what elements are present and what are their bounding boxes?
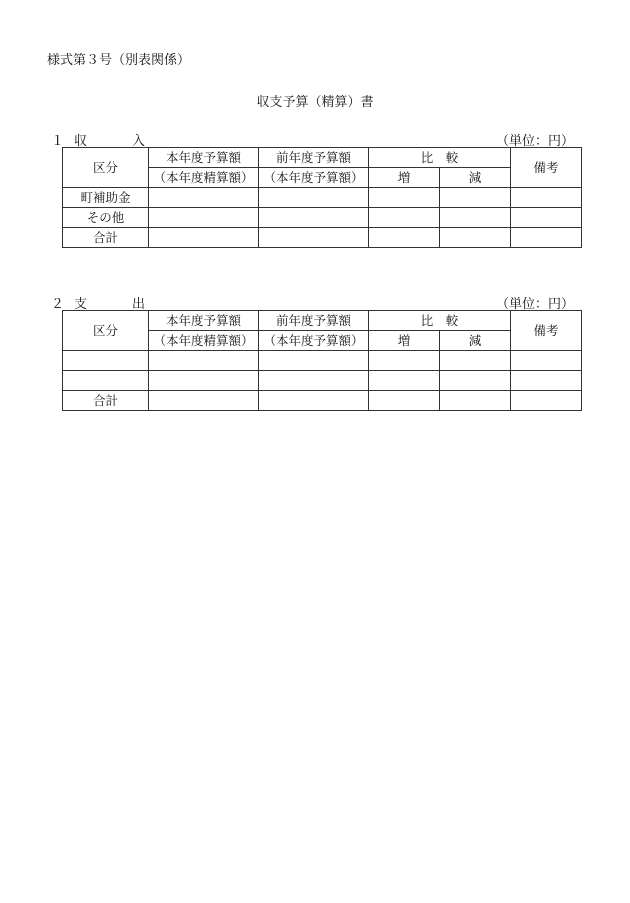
row-label-total: 合計 [63,391,149,411]
cell-remarks[interactable] [511,351,582,371]
income-unit-label: （単位：円） [495,134,574,149]
table-row [63,351,582,371]
row-label-total: 合計 [63,228,149,248]
cell-previous[interactable] [259,391,369,411]
expense-unit-label: （単位：円） [495,297,574,312]
expense-section-number: ２ [51,297,65,312]
table-row-total [63,391,582,411]
cell-decrease[interactable] [440,371,511,391]
header-comparison: 比 較 [369,148,511,168]
income-section-number: １ [51,134,65,149]
cell-increase[interactable] [369,228,440,248]
cell-remarks[interactable] [511,391,582,411]
cell-remarks[interactable] [511,208,582,228]
table-row [63,188,582,208]
cell-previous[interactable] [259,188,369,208]
header-current-budget: 本年度予算額 [149,311,259,331]
header-previous-budget: 前年度予算額 [259,311,369,331]
cell-remarks[interactable] [511,228,582,248]
cell-increase[interactable] [369,188,440,208]
row-label [63,371,149,391]
table-row [63,371,582,391]
cell-previous[interactable] [259,208,369,228]
income-section-header [51,130,574,149]
header-previous-budget-paren: （本年度予算額） [259,331,369,351]
cell-current[interactable] [149,391,259,411]
header-current-settlement: （本年度精算額） [149,168,259,188]
header-remarks: 備考 [511,148,582,188]
expense-section-label: 支 出 [74,297,162,312]
cell-current[interactable] [149,188,259,208]
cell-remarks[interactable] [511,371,582,391]
header-category: 区分 [63,311,149,351]
expense-section-header [51,293,574,312]
cell-decrease[interactable] [440,351,511,371]
income-section-label: 収 入 [74,134,162,149]
row-label: 町補助金 [63,188,149,208]
cell-decrease[interactable] [440,208,511,228]
form-number: 様式第３号（別表関係） [47,53,191,68]
table-row [63,208,582,228]
header-category: 区分 [63,148,149,188]
table-row-total [63,228,582,248]
cell-remarks[interactable] [511,188,582,208]
cell-current[interactable] [149,371,259,391]
cell-previous[interactable] [259,371,369,391]
header-comparison: 比 較 [369,311,511,331]
header-previous-budget-paren: （本年度予算額） [259,168,369,188]
cell-increase[interactable] [369,351,440,371]
row-label [63,351,149,371]
header-increase: 増 [369,168,440,188]
cell-previous[interactable] [259,351,369,371]
cell-increase[interactable] [369,391,440,411]
cell-increase[interactable] [369,208,440,228]
cell-current[interactable] [149,351,259,371]
header-decrease: 減 [440,331,511,351]
cell-decrease[interactable] [440,188,511,208]
document-title: 収支予算（精算）書 [256,95,374,110]
cell-decrease[interactable] [440,391,511,411]
cell-decrease[interactable] [440,228,511,248]
expense-table [62,310,582,411]
header-previous-budget: 前年度予算額 [259,148,369,168]
header-decrease: 減 [440,168,511,188]
cell-previous[interactable] [259,228,369,248]
cell-current[interactable] [149,208,259,228]
row-label: その他 [63,208,149,228]
header-current-settlement: （本年度精算額） [149,331,259,351]
income-table [62,147,582,248]
header-current-budget: 本年度予算額 [149,148,259,168]
header-remarks: 備考 [511,311,582,351]
header-increase: 増 [369,331,440,351]
cell-current[interactable] [149,228,259,248]
cell-increase[interactable] [369,371,440,391]
